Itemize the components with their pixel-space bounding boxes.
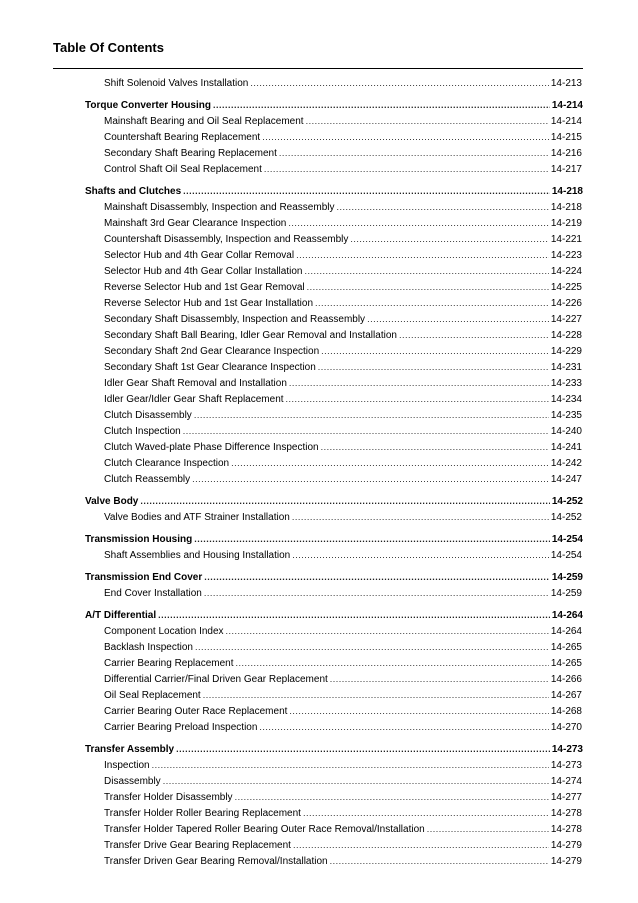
toc-entry-row[interactable]: [104, 639, 582, 655]
toc-entry-row[interactable]: [104, 719, 582, 735]
dot-leader: [289, 703, 548, 719]
toc-page-number: 14-214: [551, 100, 583, 111]
toc-entry-title: Idler Gear/Idler Gear Shaft Replacement: [104, 394, 284, 405]
toc-section-row[interactable]: [85, 741, 583, 757]
dot-leader: [192, 471, 549, 487]
toc-entry-row[interactable]: [104, 161, 582, 177]
dot-leader: [367, 311, 549, 327]
toc-page-number: 14-252: [551, 496, 583, 507]
toc-page-number: 14-279: [550, 856, 582, 867]
toc-page-number: 14-242: [550, 458, 582, 469]
toc-entry-title: Disassembly: [104, 776, 161, 787]
toc-page-number: 14-229: [550, 346, 582, 357]
toc-entry-title: Inspection: [104, 760, 150, 771]
toc-page-number: 14-226: [550, 298, 582, 309]
toc-entry-title: Backlash Inspection: [104, 642, 193, 653]
toc-entry-row[interactable]: [104, 837, 582, 853]
dot-leader: [231, 455, 549, 471]
toc-page-number: 14-216: [550, 148, 582, 159]
dot-leader: [307, 279, 549, 295]
toc-page-number: 14-254: [551, 534, 583, 545]
toc-entry-row[interactable]: [104, 263, 582, 279]
toc-entry-title: Transfer Driven Gear Bearing Removal/Installation: [104, 856, 328, 867]
toc-entry-row[interactable]: [104, 75, 582, 91]
toc-entry-title: Control Shaft Oil Seal Replacement: [104, 164, 262, 175]
dot-leader: [250, 75, 549, 91]
toc-page-number: 14-231: [550, 362, 582, 373]
toc-entry-row[interactable]: [104, 789, 582, 805]
toc-entry-title: Carrier Bearing Replacement: [104, 658, 234, 669]
dot-leader: [289, 375, 549, 391]
toc-entry-title: Valve Bodies and ATF Strainer Installation: [104, 512, 290, 523]
toc-page-number: 14-265: [550, 642, 582, 653]
dot-leader: [183, 183, 550, 199]
toc-entry-row[interactable]: [104, 423, 582, 439]
dot-leader: [140, 493, 550, 509]
dot-leader: [427, 821, 549, 837]
toc-page-number: 14-273: [550, 760, 582, 771]
toc-entry-row[interactable]: [104, 655, 582, 671]
toc-page-number: 14-240: [550, 426, 582, 437]
dot-leader: [195, 639, 549, 655]
toc-page-number: 14-277: [550, 792, 582, 803]
dot-leader: [321, 343, 549, 359]
toc-page-number: 14-219: [550, 218, 582, 229]
toc-entry-title: Transfer Holder Disassembly: [104, 792, 233, 803]
toc-section-row[interactable]: [85, 607, 583, 623]
toc-entry-row[interactable]: [104, 129, 582, 145]
dot-leader: [259, 719, 548, 735]
dot-leader: [399, 327, 549, 343]
toc-entry-title: End Cover Installation: [104, 588, 202, 599]
toc-section-row[interactable]: [85, 493, 583, 509]
toc-page-number: 14-224: [550, 266, 582, 277]
toc-page-number: 14-225: [550, 282, 582, 293]
toc-section-row[interactable]: [85, 183, 583, 199]
dot-leader: [163, 773, 549, 789]
toc-entry-row[interactable]: [104, 311, 582, 327]
toc-page-number: 14-279: [550, 840, 582, 851]
toc-entry-row[interactable]: [104, 547, 582, 563]
dot-leader: [303, 805, 549, 821]
toc-page-number: 14-278: [550, 824, 582, 835]
toc-entry-title: Mainshaft 3rd Gear Clearance Inspection: [104, 218, 287, 229]
toc-page-number: 14-223: [550, 250, 582, 261]
dot-leader: [176, 741, 550, 757]
toc-entry-row[interactable]: [104, 509, 582, 525]
dot-leader: [293, 837, 549, 853]
toc-entry-row[interactable]: [104, 145, 582, 161]
toc-entry-row[interactable]: [104, 773, 582, 789]
toc-page-number: 14-254: [550, 550, 582, 561]
toc-entry-title: Secondary Shaft Disassembly, Inspection and Reassembly: [104, 314, 366, 325]
dot-leader: [203, 687, 549, 703]
toc-entry-title: Secondary Shaft Ball Bearing, Idler Gear Removal and Installation: [104, 330, 397, 341]
toc-page-number: 14-213: [550, 78, 582, 89]
toc-entry-row[interactable]: [104, 687, 582, 703]
title-divider: [53, 68, 583, 69]
dot-leader: [321, 439, 549, 455]
toc-section-title: Valve Body: [85, 496, 139, 507]
toc-page-number: 14-227: [550, 314, 582, 325]
dot-leader: [204, 585, 549, 601]
toc-entry-title: Transfer Holder Tapered Roller Bearing Outer Race Removal/Installation: [104, 824, 425, 835]
toc-entry-row[interactable]: [104, 199, 582, 215]
toc-entry-title: Clutch Reassembly: [104, 474, 191, 485]
toc-section-row[interactable]: [85, 97, 583, 113]
toc-section-title: Torque Converter Housing: [85, 100, 211, 111]
toc-entry-title: Mainshaft Bearing and Oil Seal Replacement: [104, 116, 304, 127]
toc-entry-title: Countershaft Bearing Replacement: [104, 132, 261, 143]
dot-leader: [183, 423, 549, 439]
dot-leader: [330, 853, 549, 869]
toc-entry-row[interactable]: [104, 279, 582, 295]
toc-page-number: 14-264: [550, 626, 582, 637]
toc-entry-title: Idler Gear Shaft Removal and Installation: [104, 378, 287, 389]
toc-section-title: Transmission End Cover: [85, 572, 203, 583]
toc-entry-row[interactable]: [104, 359, 582, 375]
toc-page-number: 14-234: [550, 394, 582, 405]
dot-leader: [194, 531, 550, 547]
toc-section-row[interactable]: [85, 531, 583, 547]
toc-entry-title: Mainshaft Disassembly, Inspection and Reassembly: [104, 202, 335, 213]
toc-entry-row[interactable]: [104, 391, 582, 407]
dot-leader: [213, 97, 550, 113]
toc-entry-title: Reverse Selector Hub and 1st Gear Removal: [104, 282, 305, 293]
toc-entry-title: Component Location Index: [104, 626, 224, 637]
dot-leader: [152, 757, 549, 773]
toc-entry-title: Reverse Selector Hub and 1st Gear Installation: [104, 298, 313, 309]
toc-section-title: A/T Differential: [85, 610, 157, 621]
toc-entry-title: Shaft Assemblies and Housing Installation: [104, 550, 291, 561]
dot-leader: [158, 607, 550, 623]
toc-entry-row[interactable]: [104, 407, 582, 423]
toc-entry-title: Carrier Bearing Preload Inspection: [104, 722, 258, 733]
dot-leader: [204, 569, 550, 585]
toc-entry-row[interactable]: [104, 471, 582, 487]
dot-leader: [236, 655, 549, 671]
toc-entry-title: Shift Solenoid Valves Installation: [104, 78, 249, 89]
dot-leader: [226, 623, 549, 639]
toc-page-number: 14-218: [550, 202, 582, 213]
toc-entry-row[interactable]: [104, 455, 582, 471]
toc-page-number: 14-265: [550, 658, 582, 669]
toc-entry-title: Clutch Inspection: [104, 426, 181, 437]
toc-page-number: 14-259: [551, 572, 583, 583]
toc-page-number: 14-259: [550, 588, 582, 599]
toc-entry-title: Selector Hub and 4th Gear Collar Installation: [104, 266, 303, 277]
dot-leader: [262, 129, 549, 145]
dot-leader: [350, 231, 548, 247]
toc-entry-row[interactable]: [104, 247, 582, 263]
dot-leader: [296, 247, 549, 263]
toc-entry-row[interactable]: [104, 231, 582, 247]
dot-leader: [264, 161, 549, 177]
toc-entry-row[interactable]: [104, 853, 582, 869]
toc-page-number: 14-268: [550, 706, 582, 717]
dot-leader: [336, 199, 548, 215]
dot-leader: [286, 391, 549, 407]
toc-entry-row[interactable]: [104, 671, 582, 687]
toc-entry-row[interactable]: [104, 757, 582, 773]
toc-page-number: 14-241: [550, 442, 582, 453]
toc-section-row[interactable]: [85, 569, 583, 585]
toc-entry-row[interactable]: [104, 821, 582, 837]
dot-leader: [318, 359, 549, 375]
toc-entry-row[interactable]: [104, 703, 582, 719]
toc-page-number: 14-264: [551, 610, 583, 621]
toc-entry-row[interactable]: [104, 215, 582, 231]
toc-page-number: 14-270: [550, 722, 582, 733]
toc-page-number: 14-273: [551, 744, 583, 755]
dot-leader: [288, 215, 549, 231]
toc-entry-row[interactable]: [104, 805, 582, 821]
toc-page-number: 14-235: [550, 410, 582, 421]
toc-page-number: 14-247: [550, 474, 582, 485]
toc-entry-row[interactable]: [104, 327, 582, 343]
toc-page-number: 14-218: [551, 186, 583, 197]
toc-entry-row[interactable]: [104, 113, 582, 129]
toc-entry-title: Oil Seal Replacement: [104, 690, 201, 701]
dot-leader: [292, 547, 549, 563]
toc-page-number: 14-228: [550, 330, 582, 341]
toc-page-number: 14-252: [550, 512, 582, 523]
toc-entry-title: Clutch Waved-plate Phase Difference Inspection: [104, 442, 319, 453]
toc-entry-title: Secondary Shaft 1st Gear Clearance Inspection: [104, 362, 316, 373]
toc-entry-row[interactable]: [104, 439, 582, 455]
toc-page-number: 14-266: [550, 674, 582, 685]
dot-leader: [304, 263, 548, 279]
toc-page-number: 14-217: [550, 164, 582, 175]
toc-section-title: Transfer Assembly: [85, 744, 175, 755]
toc-page-number: 14-215: [550, 132, 582, 143]
toc-page-number: 14-221: [550, 234, 582, 245]
toc-page-number: 14-274: [550, 776, 582, 787]
dot-leader: [330, 671, 549, 687]
page-title: Table Of Contents: [53, 40, 164, 55]
toc-entry-row[interactable]: [104, 343, 582, 359]
toc-entry-title: Differential Carrier/Final Driven Gear Replacement: [104, 674, 328, 685]
toc-page-number: 14-267: [550, 690, 582, 701]
toc-entry-row[interactable]: [104, 375, 582, 391]
toc-entry-title: Countershaft Disassembly, Inspection and Reassembly: [104, 234, 349, 245]
toc-page-number: 14-278: [550, 808, 582, 819]
toc-entry-title: Selector Hub and 4th Gear Collar Removal: [104, 250, 295, 261]
toc-page-number: 14-214: [550, 116, 582, 127]
toc-entry-title: Secondary Shaft Bearing Replacement: [104, 148, 277, 159]
toc-section-title: Shafts and Clutches: [85, 186, 182, 197]
toc-entry-title: Clutch Clearance Inspection: [104, 458, 230, 469]
toc-entry-row[interactable]: [104, 623, 582, 639]
toc-entry-row[interactable]: [104, 295, 582, 311]
dot-leader: [315, 295, 549, 311]
toc-entry-title: Clutch Disassembly: [104, 410, 192, 421]
toc-entry-row[interactable]: [104, 585, 582, 601]
toc-page-number: 14-233: [550, 378, 582, 389]
toc-entry-title: Transfer Drive Gear Bearing Replacement: [104, 840, 291, 851]
dot-leader: [194, 407, 549, 423]
dot-leader: [279, 145, 549, 161]
dot-leader: [235, 789, 549, 805]
toc-section-title: Transmission Housing: [85, 534, 193, 545]
dot-leader: [292, 509, 549, 525]
dot-leader: [306, 113, 549, 129]
toc-entry-title: Carrier Bearing Outer Race Replacement: [104, 706, 288, 717]
toc-entry-title: Secondary Shaft 2nd Gear Clearance Inspection: [104, 346, 320, 357]
toc-entry-title: Transfer Holder Roller Bearing Replacement: [104, 808, 301, 819]
